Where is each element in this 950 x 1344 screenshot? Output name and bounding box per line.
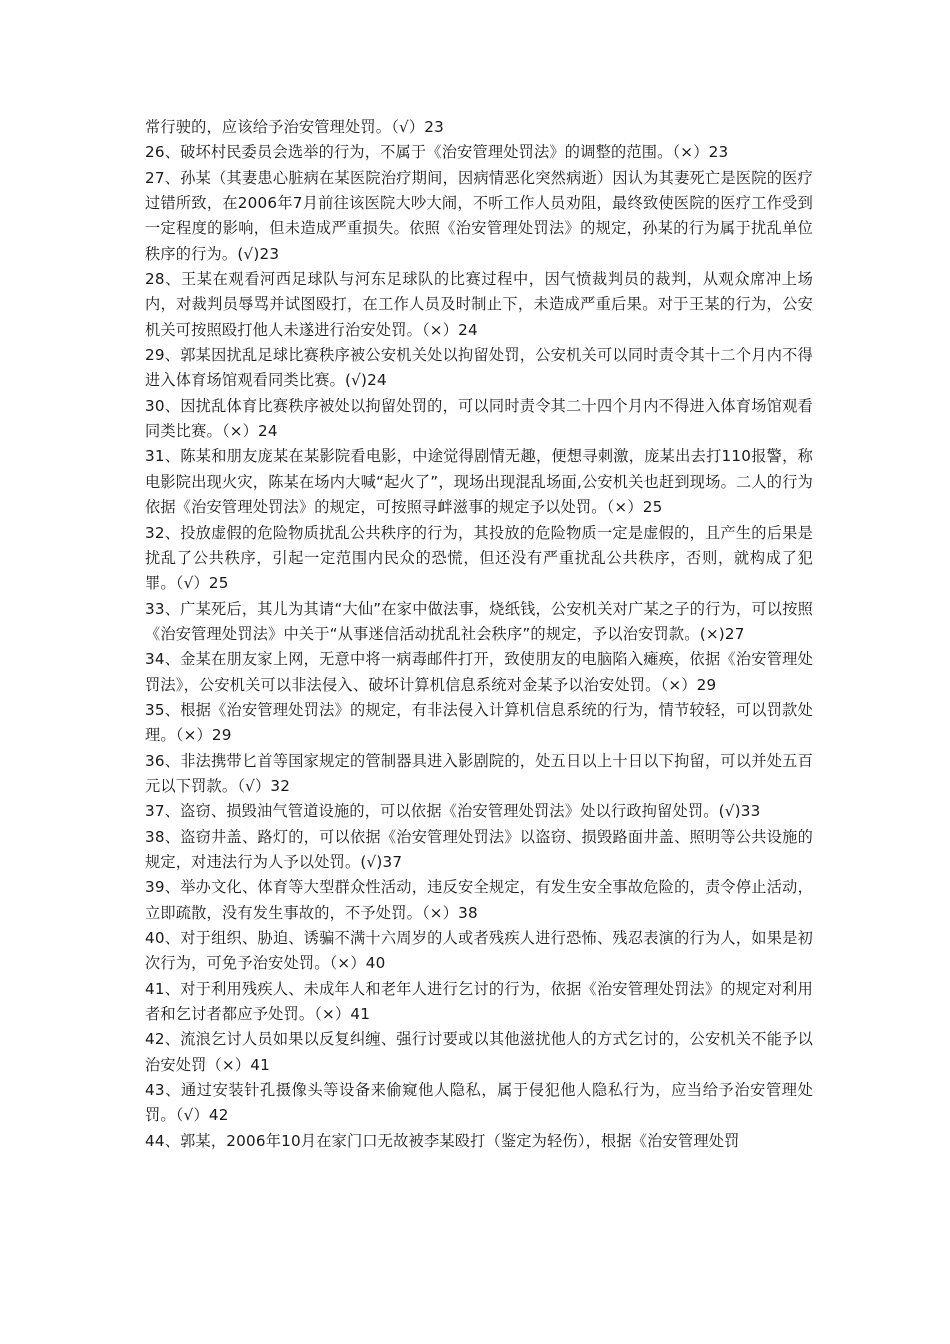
list-item: 27、孙某（其妻患心脏病在某医院治疗期间，因病情恶化突然病逝）因认为其妻死亡是医院的医疗过错所致，在2006年7月前往该医院大吵大闹，不听工作人员劝阻，最终致使医院的医疗工作受到一定程度的影响，但未造成严重损失。依照《治安管理处罚法》的规定，孙某的行为属于扰乱单位秩序的行为。(√)23 <box>145 168 813 263</box>
list-item: 36、非法携带匕首等国家规定的管制器具进入影剧院的，处五日以上十日以下拘留，可以并处五百元以下罚款。（√）32 <box>145 751 813 795</box>
list-item: 33、广某死后，其儿为其请“大仙”在家中做法事，烧纸钱，公安机关对广某之子的行为，可以按照《治安管理处罚法》中关于“从事迷信活动扰乱社会秩序”的规定，予以治安罚款。(×)27 <box>145 599 813 643</box>
list-item: 32、投放虚假的危险物质扰乱公共秩序的行为，其投放的危险物质一定是虚假的，且产生的后果是扰乱了公共秩序，引起一定范围内民众的恐慌，但还没有严重扰乱公共秩序，否则，就构成了犯罪。（√）25 <box>145 523 813 593</box>
list-item: 31、陈某和朋友庞某在某影院看电影，中途觉得剧情无趣，便想寻刺激，庞某出去打110报警，称电影院出现火灾，陈某在场内大喊“起火了”，现场出现混乱场面,公安机关也赶到现场。二人的行为依据《治安管理处罚法》的规定，可按照寻衅滋事的规定予以处罚。（×）25 <box>145 447 813 517</box>
list-item: 35、根据《治安管理处罚法》的规定，有非法侵入计算机信息系统的行为，情节较轻，可以罚款处理。（×）29 <box>145 700 813 745</box>
list-item: 26、破坏村民委员会选举的行为，不属于《治安管理处罚法》的调整的范围。（×）23 <box>145 143 729 162</box>
list-item: 38、盗窃井盖、路灯的，可以依据《治安管理处罚法》以盗窃、损毁路面井盖、照明等公共设施的规定，对违法行为人予以处罚。(√)37 <box>145 827 813 871</box>
list-item: 28、王某在观看河西足球队与河东足球队的比赛过程中，因气愤裁判员的裁判，从观众席冲上场内，对裁判员辱骂并试图殴打，在工作人员及时制止下，未造成严重后果。对于王某的行为，公安机关可按照殴打他人未遂进行治安处罚。（×）24 <box>145 270 813 339</box>
document-body <box>145 115 813 1154</box>
list-item: 29、郭某因扰乱足球比赛秩序被公安机关处以拘留处罚，公安机关可以同时责令其十二个月内不得进入体育场馆观看同类比赛。(√)24 <box>145 346 813 390</box>
list-item: 30、因扰乱体育比赛秩序被处以拘留处罚的，可以同时责令其二十四个月内不得进入体育场馆观看同类比赛。（×）24 <box>145 396 813 441</box>
list-item: 37、盗窃、损毁油气管道设施的，可以依据《治安管理处罚法》处以行政拘留处罚。(√)33 <box>145 802 761 821</box>
list-item: 44、郭某，2006年10月在家门口无故被李某殴打（鉴定为轻伤），根据《治安管理处罚 <box>145 1131 740 1150</box>
list-item: 39、举办文化、体育等大型群众性活动，违反安全规定，有发生安全事故危险的，责令停止活动，立即疏散，没有发生事故的，不予处罚。（×）38 <box>145 878 813 922</box>
list-item: 40、对于组织、胁迫、诱骗不满十六周岁的人或者残疾人进行恐怖、残忍表演的行为人，如果是初次行为，可免予治安处罚。（×）40 <box>145 929 813 973</box>
list-item: 42、流浪乞讨人员如果以反复纠缠、强行讨要或以其他滋扰他人的方式乞讨的，公安机关不能予以治安处罚（×）41 <box>145 1030 813 1074</box>
list-item: 34、金某在朋友家上网，无意中将一病毒邮件打开，致使朋友的电脑陷入瘫痪，依据《治安管理处罚法》，公安机关可以非法侵入、破坏计算机信息系统对金某予以治安处罚。（×）29 <box>145 650 813 694</box>
list-item: 41、对于利用残疾人、未成年人和老年人进行乞讨的行为，依据《治安管理处罚法》的规定对利用者和乞讨者都应予处罚。（×）41 <box>145 979 813 1024</box>
list-item: 常行驶的，应该给予治安管理处罚。（√）23 <box>145 118 444 136</box>
list-item: 43、通过安装针孔摄像头等设备来偷窥他人隐私，属于侵犯他人隐私行为，应当给予治安管理处罚。（√）42 <box>145 1081 813 1125</box>
